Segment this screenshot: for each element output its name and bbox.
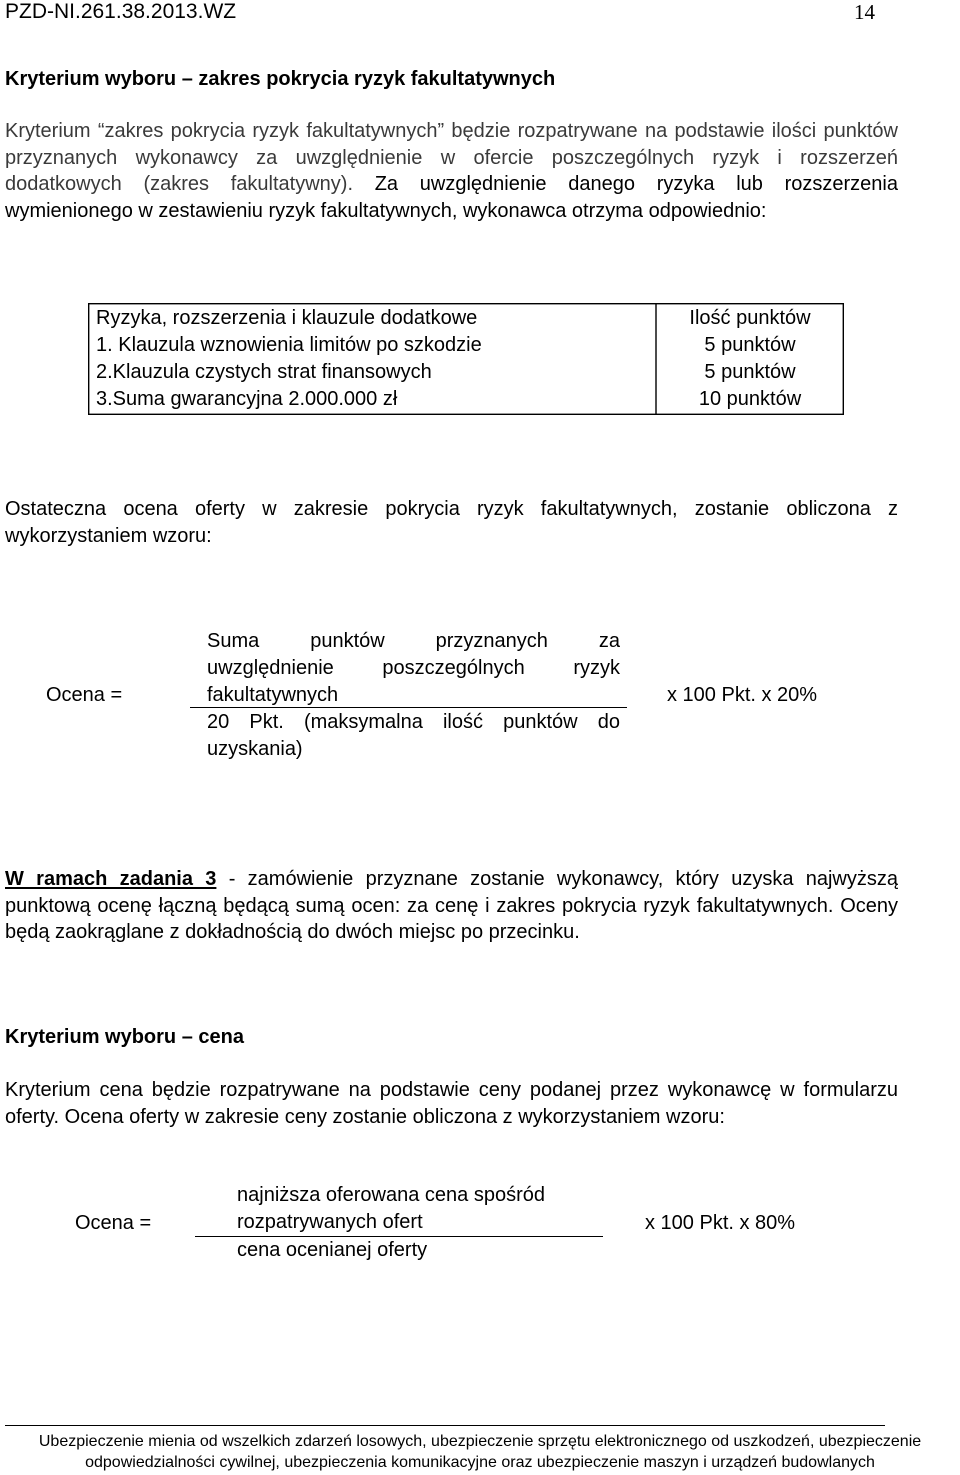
formula2-multiplier: x 100 Pkt. x 80% bbox=[645, 1212, 796, 1234]
footer-line-1: Ubezpieczenie mienia od wszelkich zdarzeń losowych, ubezpieczenie sprzętu elektronicznego od uszkodzeń, ubezpieczenie bbox=[38, 1433, 922, 1450]
formula1-num-line3: fakultatywnych bbox=[207, 684, 339, 706]
risk-points-table bbox=[88, 303, 844, 415]
formula1-lhs: Ocena = bbox=[46, 684, 123, 706]
section-title-optional-risks: Kryterium wyboru – zakres pokrycia ryzyk fakultatywnych bbox=[5, 68, 556, 90]
task3-text: - zamówienie przyznane zostanie wykonawcy, który uzyska najwyższą punktową ocenę łączną będącą sumą ocen: za cenę i zakres pokrycia ryzyk fakultatywnych. Oceny będą zaokrąglane z dokładnością do dwóch miejsc po przecinku. bbox=[5, 868, 898, 943]
table-header-risks: Ryzyka, rozszerzenia i klauzule dodatkowe bbox=[96, 307, 478, 329]
formula1-num-line1: Suma punktów przyznanych za bbox=[207, 630, 620, 652]
table-row-2-risk: 2.Klauzula czystych strat finansowych bbox=[96, 361, 432, 383]
page-number: 14 bbox=[854, 0, 875, 24]
table-row-3-points: 10 punktów bbox=[698, 388, 802, 410]
formula1-den-line1: 20 Pkt. (maksymalna ilość punktów do bbox=[207, 711, 620, 733]
formula1-denominator bbox=[207, 709, 620, 763]
table-row-3-risk: 3.Suma gwarancyjna 2.000.000 zł bbox=[96, 388, 398, 410]
section-paragraph-optional-risks bbox=[5, 118, 898, 224]
footer-divider bbox=[5, 1425, 885, 1426]
formula2-numerator bbox=[237, 1182, 545, 1236]
paragraph-intro: Kryterium “zakres pokrycia ryzyk fakultatywnych” będzie rozpatrywane na podstawie ilości punktów przyznanych wykonawcy za uwzględnienie w ofercie poszczególnych ryzyk i rozszerzeń dodatkowych (zakres fakultatywny). bbox=[5, 120, 898, 195]
formula1-den-line2: uzyskania) bbox=[207, 738, 303, 760]
table-row-1-risk: 1. Klauzula wznowienia limitów po szkodzie bbox=[96, 334, 482, 356]
formula2-lhs: Ocena = bbox=[75, 1212, 152, 1234]
formula1-num-line2: uwzględnienie poszczególnych ryzyk bbox=[207, 657, 620, 679]
table-header-points: Ilość punktów bbox=[689, 307, 811, 329]
formula2-denominator: cena ocenianej oferty bbox=[237, 1239, 428, 1261]
table-row-1-points: 5 punktów bbox=[704, 334, 796, 356]
table-row-2-points: 5 punktów bbox=[704, 361, 796, 383]
paragraph-points: Za uwzględnienie danego ryzyka lub rozszerzenia wymienionego w zestawieniu ryzyk fakultatywnych, wykonawca otrzyma odpowiednio: bbox=[5, 173, 898, 222]
formula1-numerator bbox=[207, 628, 620, 709]
task3-paragraph bbox=[5, 866, 898, 946]
final-score-paragraph: Ostateczna ocena oferty w zakresie pokrycia ryzyk fakultatywnych, zostanie obliczona z wykorzystaniem wzoru: bbox=[5, 498, 898, 547]
formula1-fraction-bar bbox=[190, 707, 627, 708]
formula1-multiplier: x 100 Pkt. x 20% bbox=[667, 684, 818, 706]
section-title-price: Kryterium wyboru – cena bbox=[5, 1026, 244, 1048]
price-paragraph: Kryterium cena będzie rozpatrywane na podstawie ceny podanej przez wykonawcę w formularzu oferty. Ocena oferty w zakresie ceny zostanie obliczona z wykorzystaniem wzoru: bbox=[5, 1079, 898, 1128]
footer-line-2: odpowiedzialności cywilnej, ubezpieczenia komunikacyjne oraz ubezpieczenie maszyn i urządzeń budowlanych bbox=[85, 1454, 875, 1471]
formula2-num-line1: najniższa oferowana cena spośród bbox=[237, 1184, 545, 1206]
formula2-num-line2: rozpatrywanych ofert bbox=[237, 1211, 423, 1233]
task3-label: W ramach zadania 3 bbox=[5, 868, 217, 890]
document-id: PZD-NI.261.38.2013.WZ bbox=[5, 0, 237, 23]
